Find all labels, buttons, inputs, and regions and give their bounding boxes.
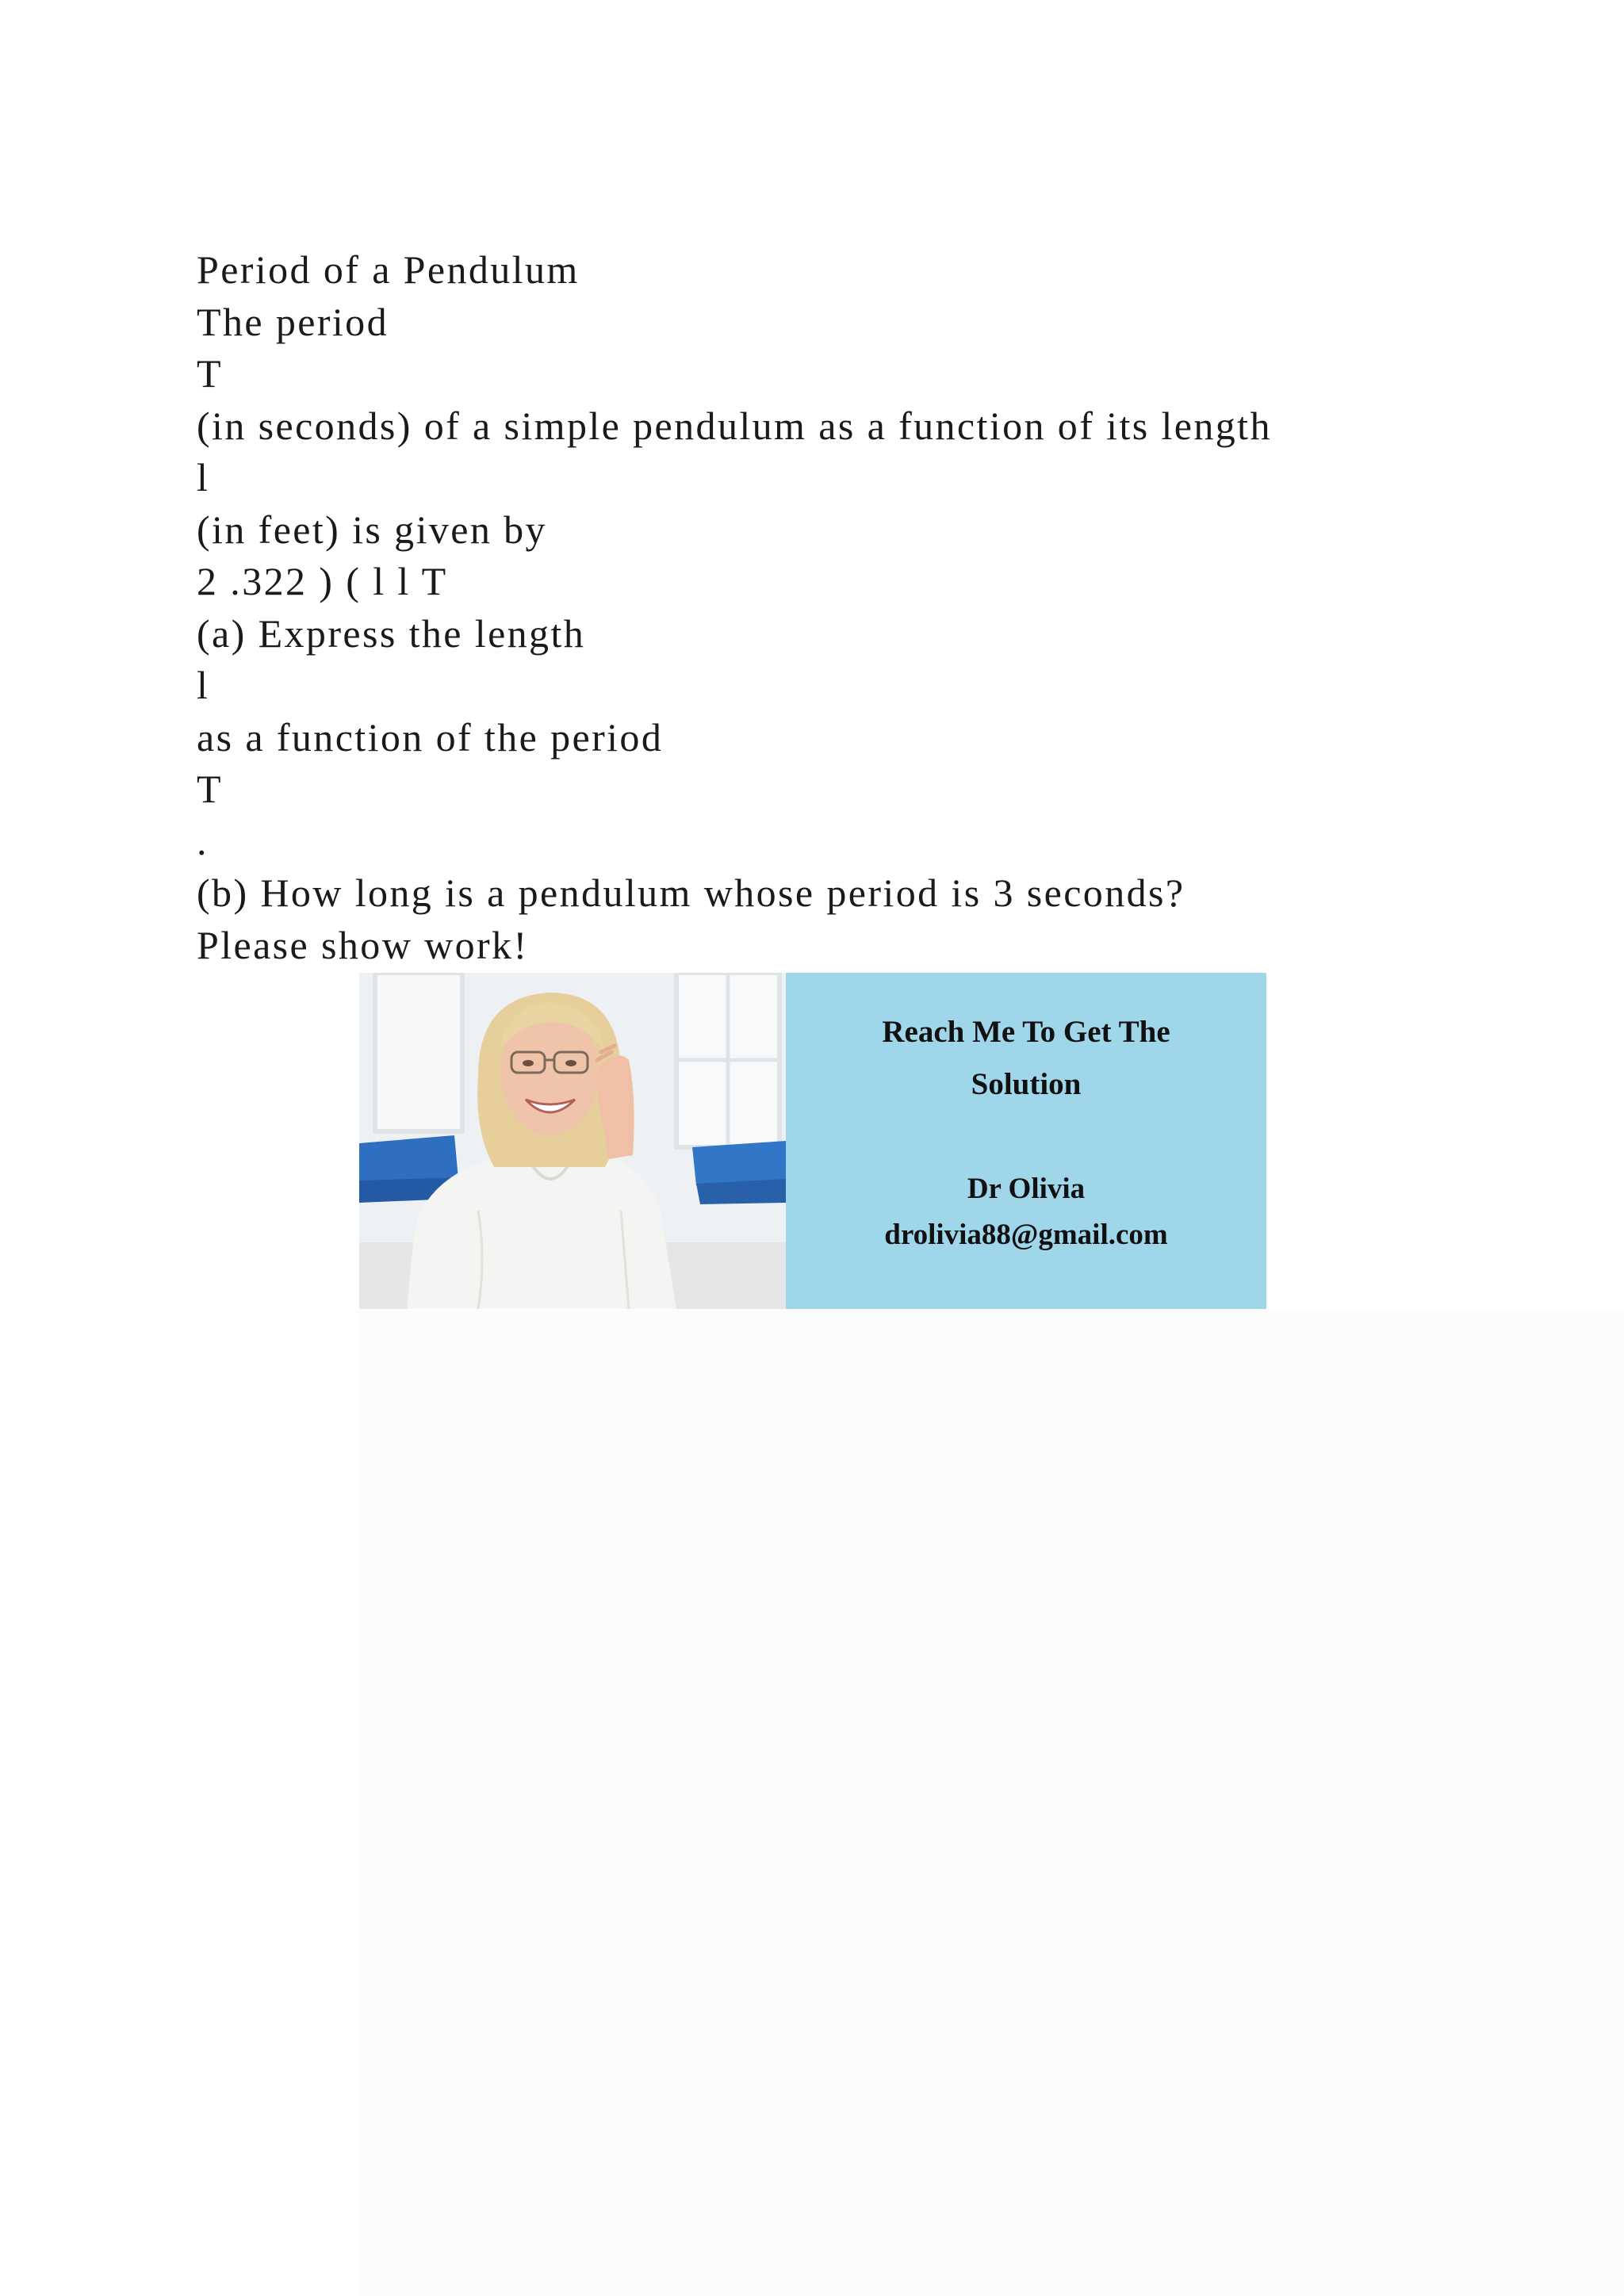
question-a: (a) Express the length <box>197 610 586 656</box>
text-line: l <box>197 663 210 707</box>
headline-line-2: Solution <box>971 1067 1082 1101</box>
contact-name: Dr Olivia <box>967 1173 1086 1205</box>
text-line: T <box>197 351 223 396</box>
text-line: T <box>197 767 223 811</box>
woman-portrait-illustration <box>359 973 786 1309</box>
text-line: . <box>197 818 209 863</box>
contact-panel <box>786 973 1266 1309</box>
headline-line-1: Reach Me To Get The <box>882 1015 1170 1049</box>
portrait-photo <box>359 973 786 1309</box>
instruction-line: Please show work! <box>197 922 529 967</box>
problem-text <box>197 244 1465 971</box>
question-b: (b) How long is a pendulum whose period is 3 seconds? <box>197 871 1185 915</box>
contact-banner <box>359 973 1266 1309</box>
problem-title: Period of a Pendulum <box>197 247 580 292</box>
contact-headline <box>786 1006 1266 1111</box>
formula-line: 2 .322 ) ( l l T <box>197 559 448 603</box>
contact-email: drolivia88@gmail.com <box>884 1219 1168 1251</box>
text-line: l <box>197 455 210 499</box>
text-line: The period <box>197 299 389 344</box>
text-line: (in seconds) of a simple pendulum as a function of its length <box>197 403 1272 448</box>
text-line: as a function of the period <box>197 714 664 760</box>
text-line: (in feet) is given by <box>197 507 547 552</box>
blank-area <box>359 1309 1624 2296</box>
